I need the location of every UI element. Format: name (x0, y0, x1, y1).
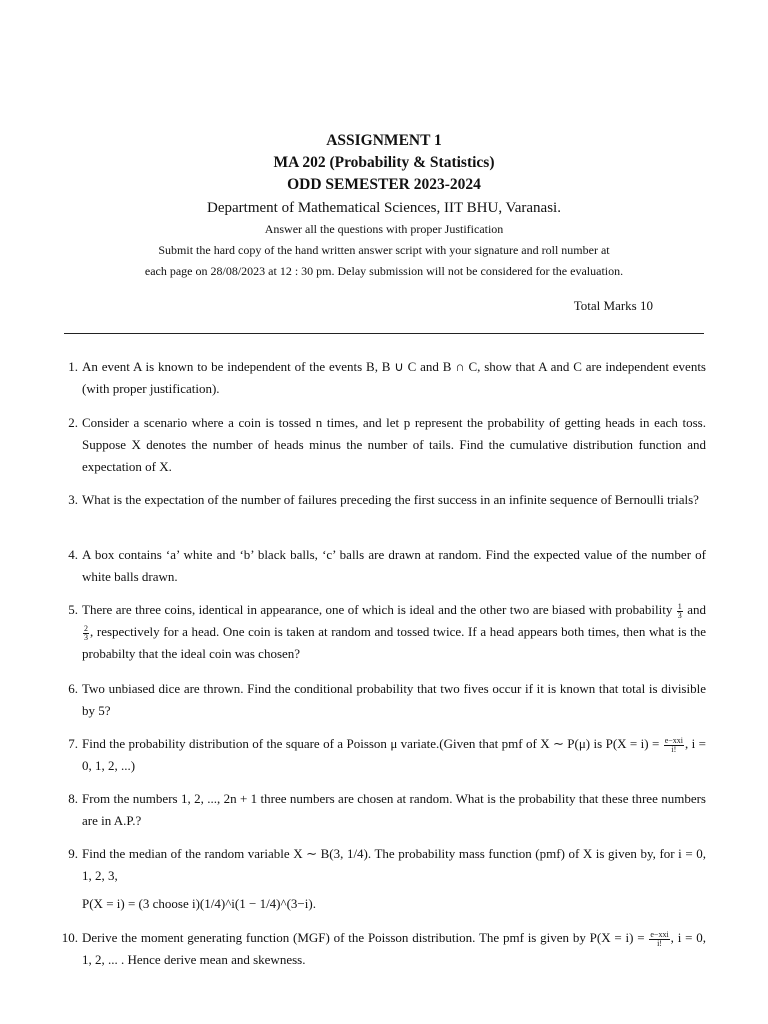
fraction-numerator: e−xxi (650, 929, 669, 939)
course-title: MA 202 (Probability & Statistics) (273, 154, 495, 171)
question-number: 6. (68, 681, 78, 696)
question-10 (56, 927, 706, 971)
question-number: 9. (68, 846, 78, 861)
submission-line-1: Submit the hard copy of the hand written answer script with your signature and roll number at (158, 243, 610, 257)
question-number: 2. (68, 415, 78, 430)
question-text: Two unbiased dice are thrown. Find the conditional probability that two fives occur if it is known that total is divisible by 5? (82, 681, 706, 718)
question-text (82, 733, 706, 777)
pmf-fraction (664, 737, 684, 754)
pmf-formula: P(X = i) = (3 choose i)(1/4)^i(1 − 1/4)^(3−i). (82, 896, 316, 911)
question-number: 4. (68, 547, 78, 562)
question-text-part: and (687, 602, 707, 617)
department: Department of Mathematical Sciences, IIT BHU, Varanasi. (207, 200, 561, 216)
semester: ODD SEMESTER 2023-2024 (287, 176, 481, 193)
question-text: A box contains ‘a’ white and ‘b’ black balls, ‘c’ balls are drawn at random. Find the expected value of the number of white balls drawn. (82, 547, 706, 584)
question-text: What is the expectation of the number of failures preceding the first success in an infinite sequence of Bernoulli trials? (82, 492, 699, 507)
fraction-numerator: 1 (677, 601, 682, 611)
question-number: 8. (68, 791, 78, 806)
question-text-part: , i = 0, 1, 2, ... . Hence derive mean and skewness. (82, 930, 706, 967)
fraction-denominator: i! (657, 938, 662, 948)
question-8 (56, 788, 706, 832)
pmf-fraction (649, 931, 669, 948)
question-7 (56, 733, 706, 777)
fraction-denominator: 3 (84, 632, 88, 642)
question-3 (56, 489, 706, 511)
question-number: 5. (68, 602, 78, 617)
question-text-part: There are three coins, identical in appearance, one of which is ideal and the other two are biased with probability (82, 602, 673, 617)
question-text: An event A is known to be independent of the events B, B ∪ C and B ∩ C, show that A and C are independent events (with proper justification). (82, 359, 706, 396)
fraction-denominator: 3 (677, 610, 682, 620)
pmf-lhs: P(X = i) = (605, 736, 660, 751)
pmf-rhs: , i = 0, 1, 2, ...) (82, 736, 706, 773)
question-2 (56, 412, 706, 478)
question-1 (56, 356, 706, 400)
question-number: 3. (68, 492, 78, 507)
question-6 (56, 678, 706, 722)
question-number: 7. (68, 736, 78, 751)
fraction (83, 625, 89, 642)
instruction: Answer all the questions with proper Justification (264, 222, 504, 236)
header (0, 130, 768, 282)
fraction-denominator: i! (671, 744, 677, 754)
question-text: Consider a scenario where a coin is tossed n times, and let p represent the probability of getting heads in each toss. Suppose X denotes the number of heads minus the number of tails. Find the cumulative distribution function and expectation of X. (82, 415, 706, 474)
divider (64, 333, 704, 334)
question-text-part: Find the probability distribution of the square of a Poisson μ variate.(Given that pmf of X ∼ P(μ) is (82, 736, 603, 751)
question-text: From the numbers 1, 2, ..., 2n + 1 three numbers are chosen at random. What is the probability that these three numbers are in A.P.? (82, 791, 706, 828)
question-9 (56, 843, 706, 915)
question-5 (56, 599, 706, 665)
question-text-part: Derive the moment generating function (MGF) of the Poisson distribution. The pmf is given by (82, 930, 586, 945)
question-4 (56, 544, 706, 588)
fraction-numerator: e−xxi (664, 735, 684, 745)
question-text (82, 927, 706, 971)
pmf-lhs: P(X = i) = (589, 930, 645, 945)
title: ASSIGNMENT 1 (326, 132, 442, 149)
question-number: 10. (61, 930, 78, 945)
question-text-part: , respectively for a head. One coin is taken at random and tossed twice. If a head appears both times, then what is the probabilty that the ideal coin was chosen? (82, 624, 706, 661)
submission-line-2: each page on 28/08/2023 at 12 : 30 pm. Delay submission will not be considered for the evaluation. (144, 264, 624, 278)
question-number: 1. (68, 359, 78, 374)
question-text (82, 599, 706, 665)
total-marks: Total Marks 10 (573, 298, 653, 313)
fraction-numerator: 2 (84, 623, 88, 633)
question-text: Find the median of the random variable X ∼ B(3, 1/4). The probability mass function (pmf) of X is given by, for i = 0, 1, 2, 3, (82, 846, 706, 883)
fraction (677, 603, 683, 620)
